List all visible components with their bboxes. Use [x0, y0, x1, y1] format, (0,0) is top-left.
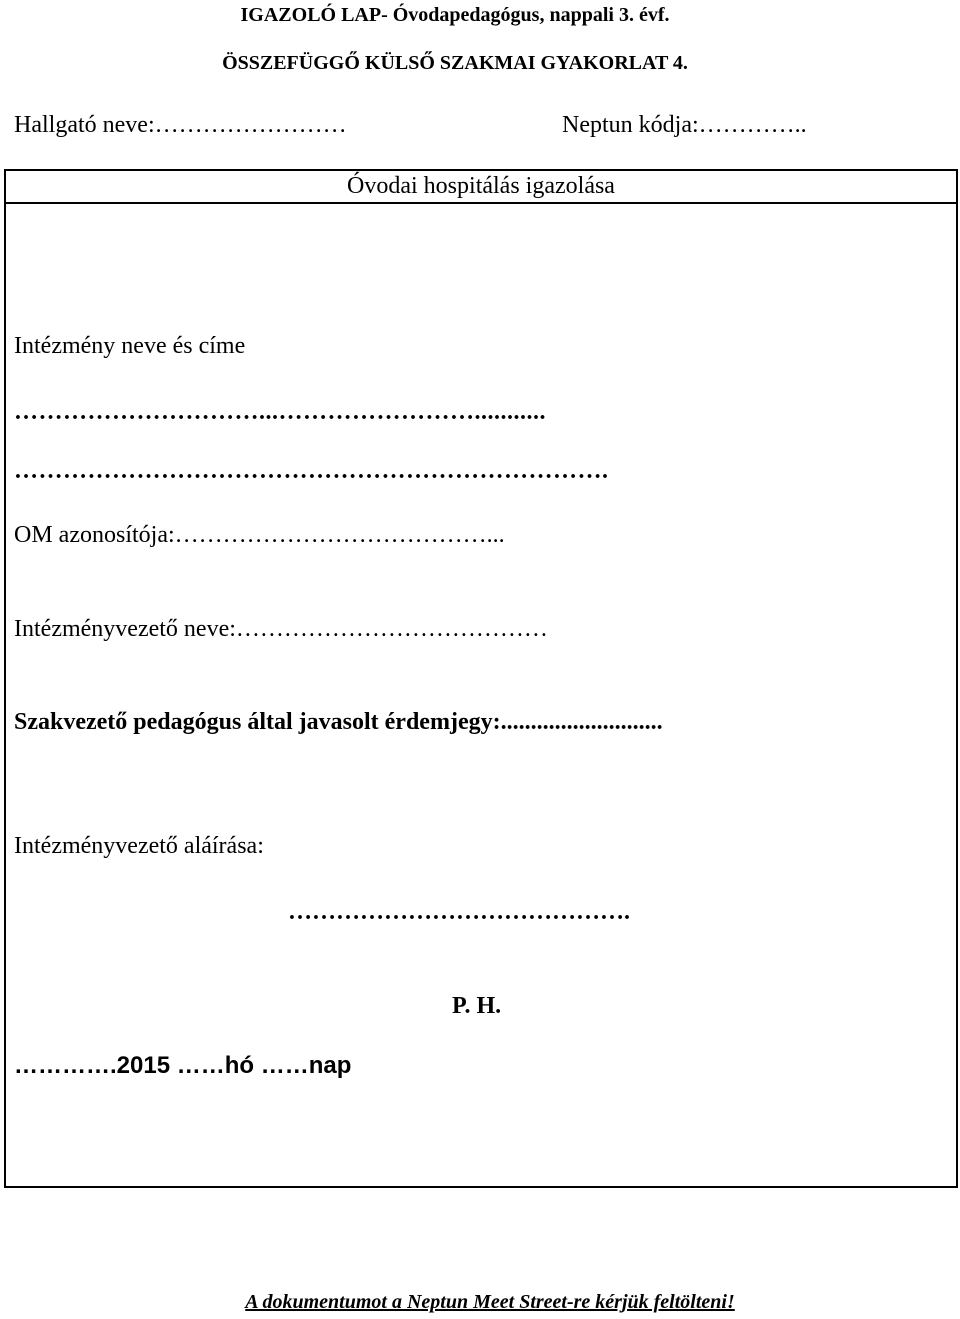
institution-label: Intézmény neve és címe	[14, 333, 246, 359]
form-title-divider	[4, 202, 958, 204]
form-header-subtitle: ÖSSZEFÜGGŐ KÜLSŐ SZAKMAI GYAKORLAT 4.	[222, 52, 688, 74]
neptun-code-field: Neptun kódja:…………..	[562, 112, 807, 138]
institution-dots-line-1: …………………………...……………………...........	[14, 399, 546, 425]
form-header-title: IGAZOLÓ LAP- Óvodapedagógus, nappali 3. évf.	[240, 4, 670, 26]
institution-dots-line-2: ……………………………………………………………….	[14, 458, 609, 484]
head-name-field: Intézményvezető neve:…………………………………	[14, 616, 548, 642]
om-id-field: OM azonosítója:…………………………………...	[14, 522, 505, 548]
form-title: Óvodai hospitálás igazolása	[347, 173, 615, 199]
footer-note: A dokumentumot a Neptun Meet Street-re kérjük feltölteni!	[245, 1291, 735, 1313]
form-frame	[4, 169, 958, 1188]
stamp-label: P. H.	[452, 993, 502, 1019]
grade-field: Szakvezető pedagógus által javasolt érdemjegy:...........................	[14, 709, 663, 735]
signature-label: Intézményvezető aláírása:	[14, 833, 264, 859]
student-name-field: Hallgató neve:……………………	[14, 112, 347, 138]
date-field: ………….2015 ……hó ……nap	[14, 1052, 352, 1079]
signature-dots: …………………………………….	[288, 899, 630, 925]
